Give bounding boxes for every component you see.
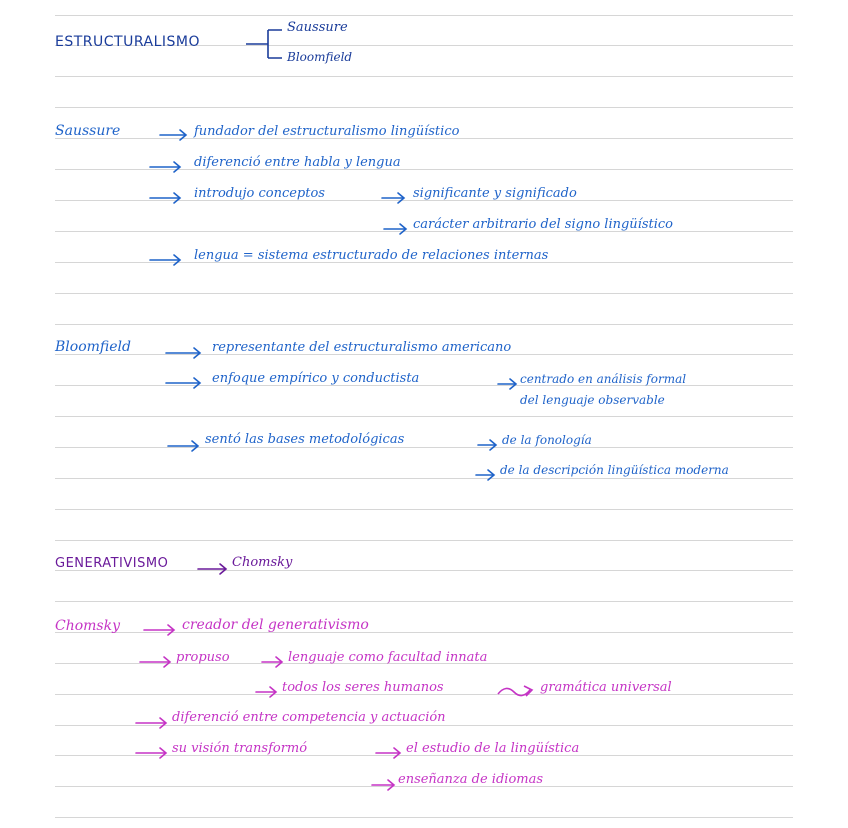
bloomfield-item-2: enfoque empírico y conductista <box>212 371 420 386</box>
saussure-label: Saussure <box>55 123 121 139</box>
arrow-icon <box>150 162 180 172</box>
chomsky-item-2: propuso <box>176 650 230 665</box>
arrow-icon <box>168 441 198 451</box>
saussure-concept-2: carácter arbitrario del signo lingüístico <box>413 217 673 232</box>
structuralism-title: ESTRUCTURALISMO <box>55 34 200 50</box>
arrow-icon <box>144 625 174 635</box>
arrow-icon <box>478 440 496 450</box>
bloomfield-enfoque-1: centrado en análisis formal <box>520 372 687 386</box>
generativism-title: GENERATIVISMO <box>55 556 169 571</box>
saussure-item-4: lengua = sistema estructurado de relaciones internas <box>194 248 549 263</box>
branch-bloomfield: Bloomfield <box>287 50 353 64</box>
arrow-icon <box>140 657 170 667</box>
saussure-item-1: fundador del estructuralismo lingüístico <box>194 124 460 139</box>
squiggle-arrow-icon <box>498 686 532 696</box>
arrow-icon <box>376 748 400 758</box>
arrow-icon <box>498 379 516 389</box>
bloomfield-item-3: sentó las bases metodológicas <box>205 432 405 447</box>
saussure-item-3: introdujo conceptos <box>194 186 325 201</box>
arrow-icon <box>136 718 166 728</box>
bloomfield-label: Bloomfield <box>55 339 131 355</box>
branch-saussure: Saussure <box>287 20 348 35</box>
bloomfield-bases-2: de la descripción lingüística moderna <box>500 463 729 477</box>
arrow-icon <box>166 348 200 358</box>
arrow-icon <box>150 193 180 203</box>
chomsky-label: Chomsky <box>55 618 121 634</box>
saussure-item-2: diferenció entre habla y lengua <box>194 155 401 170</box>
saussure-concept-1: significante y significado <box>413 186 577 201</box>
chomsky-propuso-1: lenguaje como facultad innata <box>288 650 488 665</box>
arrow-icon <box>256 687 276 697</box>
bloomfield-enfoque-2: del lenguaje observable <box>520 393 665 407</box>
chomsky-propuso-2: todos los seres humanos <box>282 680 444 695</box>
bracket-icon <box>246 30 282 58</box>
bloomfield-item-1: representante del estructuralismo americano <box>212 340 512 355</box>
chomsky-item-3: diferenció entre competencia y actuación <box>172 710 446 725</box>
arrow-icon <box>198 564 226 574</box>
bloomfield-bases-1: de la fonología <box>502 433 592 447</box>
arrow-icon <box>166 378 200 388</box>
chomsky-transformo-2: enseñanza de idiomas <box>398 772 544 787</box>
chomsky-gramatica: gramática universal <box>540 680 672 695</box>
arrow-icon <box>136 748 166 758</box>
arrow-icon <box>160 130 186 140</box>
arrow-icon <box>372 780 394 790</box>
arrow-icon <box>262 657 282 667</box>
chomsky-item-4: su visión transformó <box>172 741 308 756</box>
chomsky-transformo-1: el estudio de la lingüística <box>406 741 580 756</box>
generativism-branch: Chomsky <box>232 555 293 570</box>
arrow-icon <box>150 255 180 265</box>
arrow-icon <box>476 470 494 480</box>
arrow-icon <box>384 224 406 234</box>
arrow-icon <box>382 193 404 203</box>
chomsky-item-1: creador del generativismo <box>182 617 369 633</box>
